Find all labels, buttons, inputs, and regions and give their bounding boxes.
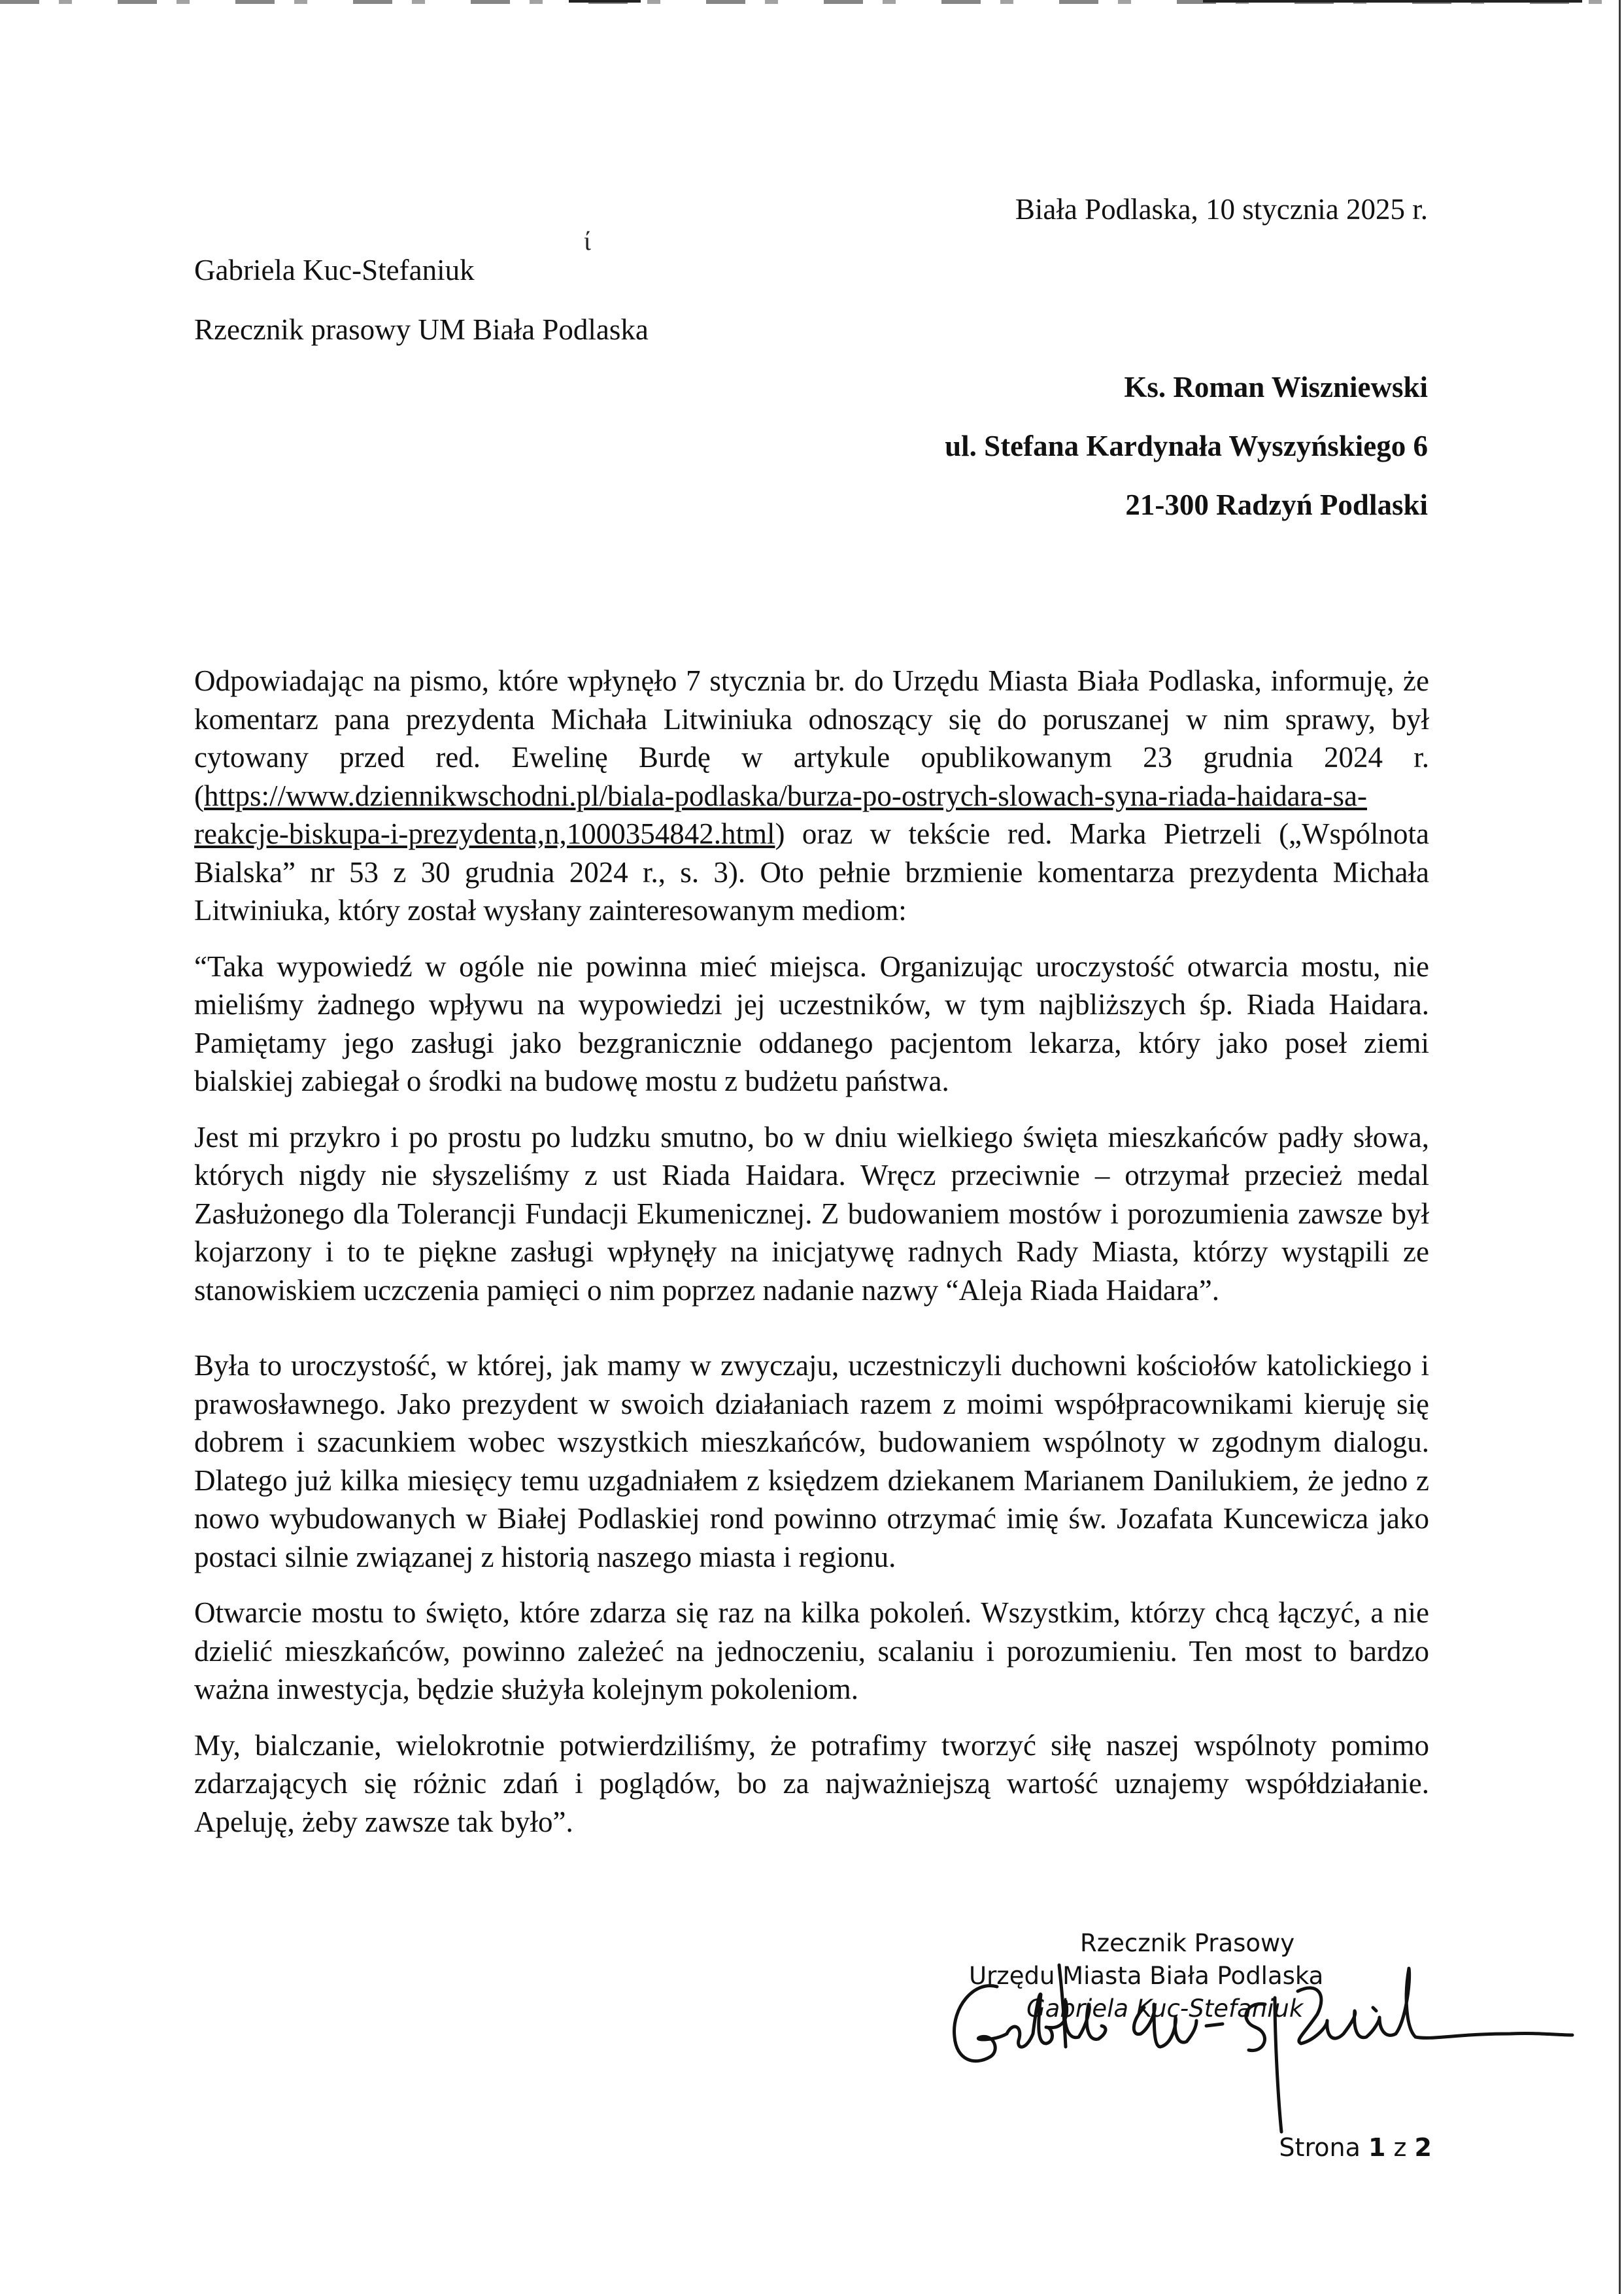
quote-paragraph: Jest mi przykro i po prostu po ludzku smutno, bo w dniu wielkiego święta mieszkańców padły słowa, których nigdy nie słyszeliśmy z ust Riada Haidara. Wręcz przeciwnie – otrzymał przecież medal Zasłużonego dla Tolerancji Fundacji Ekumenicznej. Z budowaniem mostów i porozumienia zawsze był kojarzony i to te piękne zasługi wpłynęły na inicjatywę radnych Rady Miasta, którzy wystąpili ze stanowiskiem uczczenia pamięci o nim poprzez nadanie nazwy “Aleja Riada Haidara”.	[194, 1120, 1429, 1307]
scan-artifact-top	[569, 0, 641, 3]
intro-paragraph	[194, 662, 1429, 930]
intro-text: Odpowiadając na pismo, które wpłynęło 7 stycznia br. do Urzędu Miasta Biała Podlaska, informuję, że komentarz pana prezydenta Michała Litwiniuka odnoszący się do poruszanej w nim sprawy, był cytowany przed red. Ewelinę Burdę w artykule opublikowanym 23 grudnia 2024 r. (	[194, 664, 1429, 812]
page-number	[1279, 2133, 1432, 2162]
sender-name: Gabriela Kuc-Stefaniuk	[194, 254, 475, 286]
article-link[interactable]: https://www.dziennikwschodni.pl/biala-podlaska/burza-po-ostrych-slowach-syna-riada-haidara-sa-reakcje-biskupa-i-prezydenta,n,1000354842.html	[194, 779, 1367, 850]
page-current: 1	[1368, 2133, 1386, 2162]
quote-paragraph: “Taka wypowiedź w ogóle nie powinna mieć miejsca. Organizując uroczystość otwarcia mostu, nie mieliśmy żadnego wpływu na wypowiedzi jej uczestników, w tym najbliższych śp. Riada Haidara. Pamiętamy jego zasługi jako bezgranicznie oddanego pacjentom lekarza, który jako poseł ziemi bialskiej zabiegał o środki na budowę mostu z budżetu państwa.	[194, 950, 1429, 1097]
sender-block	[194, 250, 649, 349]
recipient-street: ul. Stefana Kardynała Wyszyńskiego 6	[945, 430, 1428, 462]
recipient-city: 21-300 Radzyń Podlaski	[1125, 488, 1428, 521]
stamp-office: Urzędu Miasta Biała Podlaska	[969, 1962, 1324, 1990]
handwritten-signature-icon	[935, 1929, 1589, 2145]
letter-date: Biała Podlaska, 10 stycznia 2025 r.	[1015, 193, 1428, 226]
scan-artifact-right-edge	[1619, 0, 1621, 2294]
quote-paragraph: My, bialczanie, wielokrotnie potwierdziliśmy, że potrafimy tworzyć siłę naszej wspólnoty pomimo zdarzających się różnic zdań i poglądów, bo za najważniejszą wartość uznajemy współdziałanie. Apeluję, żeby zawsze tak było”.	[194, 1728, 1429, 1838]
recipient-name: Ks. Roman Wiszniewski	[1124, 371, 1428, 403]
stamp-title: Rzecznik Prasowy	[1080, 1929, 1295, 1957]
recipient-address	[945, 368, 1428, 544]
signature-stamp	[935, 1929, 1589, 2145]
page-label: Strona	[1279, 2133, 1361, 2162]
quote-paragraph: Była to uroczystość, w której, jak mamy w zwyczaju, uczestniczyli duchowni kościołów katolickiego i prawosławnego. Jako prezydent w swoich działaniach razem z moimi współpracownikami kieruję się dobrem i szacunkiem wobec wszystkich mieszkańców, budowaniem wspólnoty w zgodnym dialogu. Dlatego już kilka miesięcy temu uzgadniałem z księdzem dziekanem Marianem Danilukiem, że jedno z nowo wybudowanych w Białej Podlaskiej rond powinno otrzymać imię św. Jozafata Kuncewicza jako postaci silnie związanej z historią naszego miasta i regionu.	[194, 1349, 1429, 1573]
scan-artifact-top	[1203, 0, 1582, 3]
stray-mark: ί	[584, 226, 591, 256]
page-total: 2	[1414, 2133, 1432, 2162]
sender-role: Rzecznik prasowy UM Biała Podlaska	[194, 313, 649, 346]
letter-body	[194, 662, 1429, 1858]
stamp-name: Gabriela Kuc-Stefaniuk	[1026, 1994, 1304, 2023]
page-separator: z	[1393, 2133, 1407, 2162]
quote-paragraph: Otwarcie mostu to święto, które zdarza się raz na kilka pokoleń. Wszystkim, którzy chcą łączyć, a nie dzielić mieszkańców, powinno zależeć na jednoczeniu, scalaniu i porozumieniu. Ten most to bardzo ważna inwestycja, będzie służyła kolejnym pokoleniom.	[194, 1596, 1429, 1705]
intro-text-cont: ) oraz w tekście red. Marka Pietrzeli („Wspólnota Bialska” nr 53 z 30 grudnia 2024 r., s. 3). Oto pełnie brzmienie komentarza prezydenta Michała Litwiniuka, który został wysłany zainteresowanym mediom:	[194, 817, 1429, 927]
